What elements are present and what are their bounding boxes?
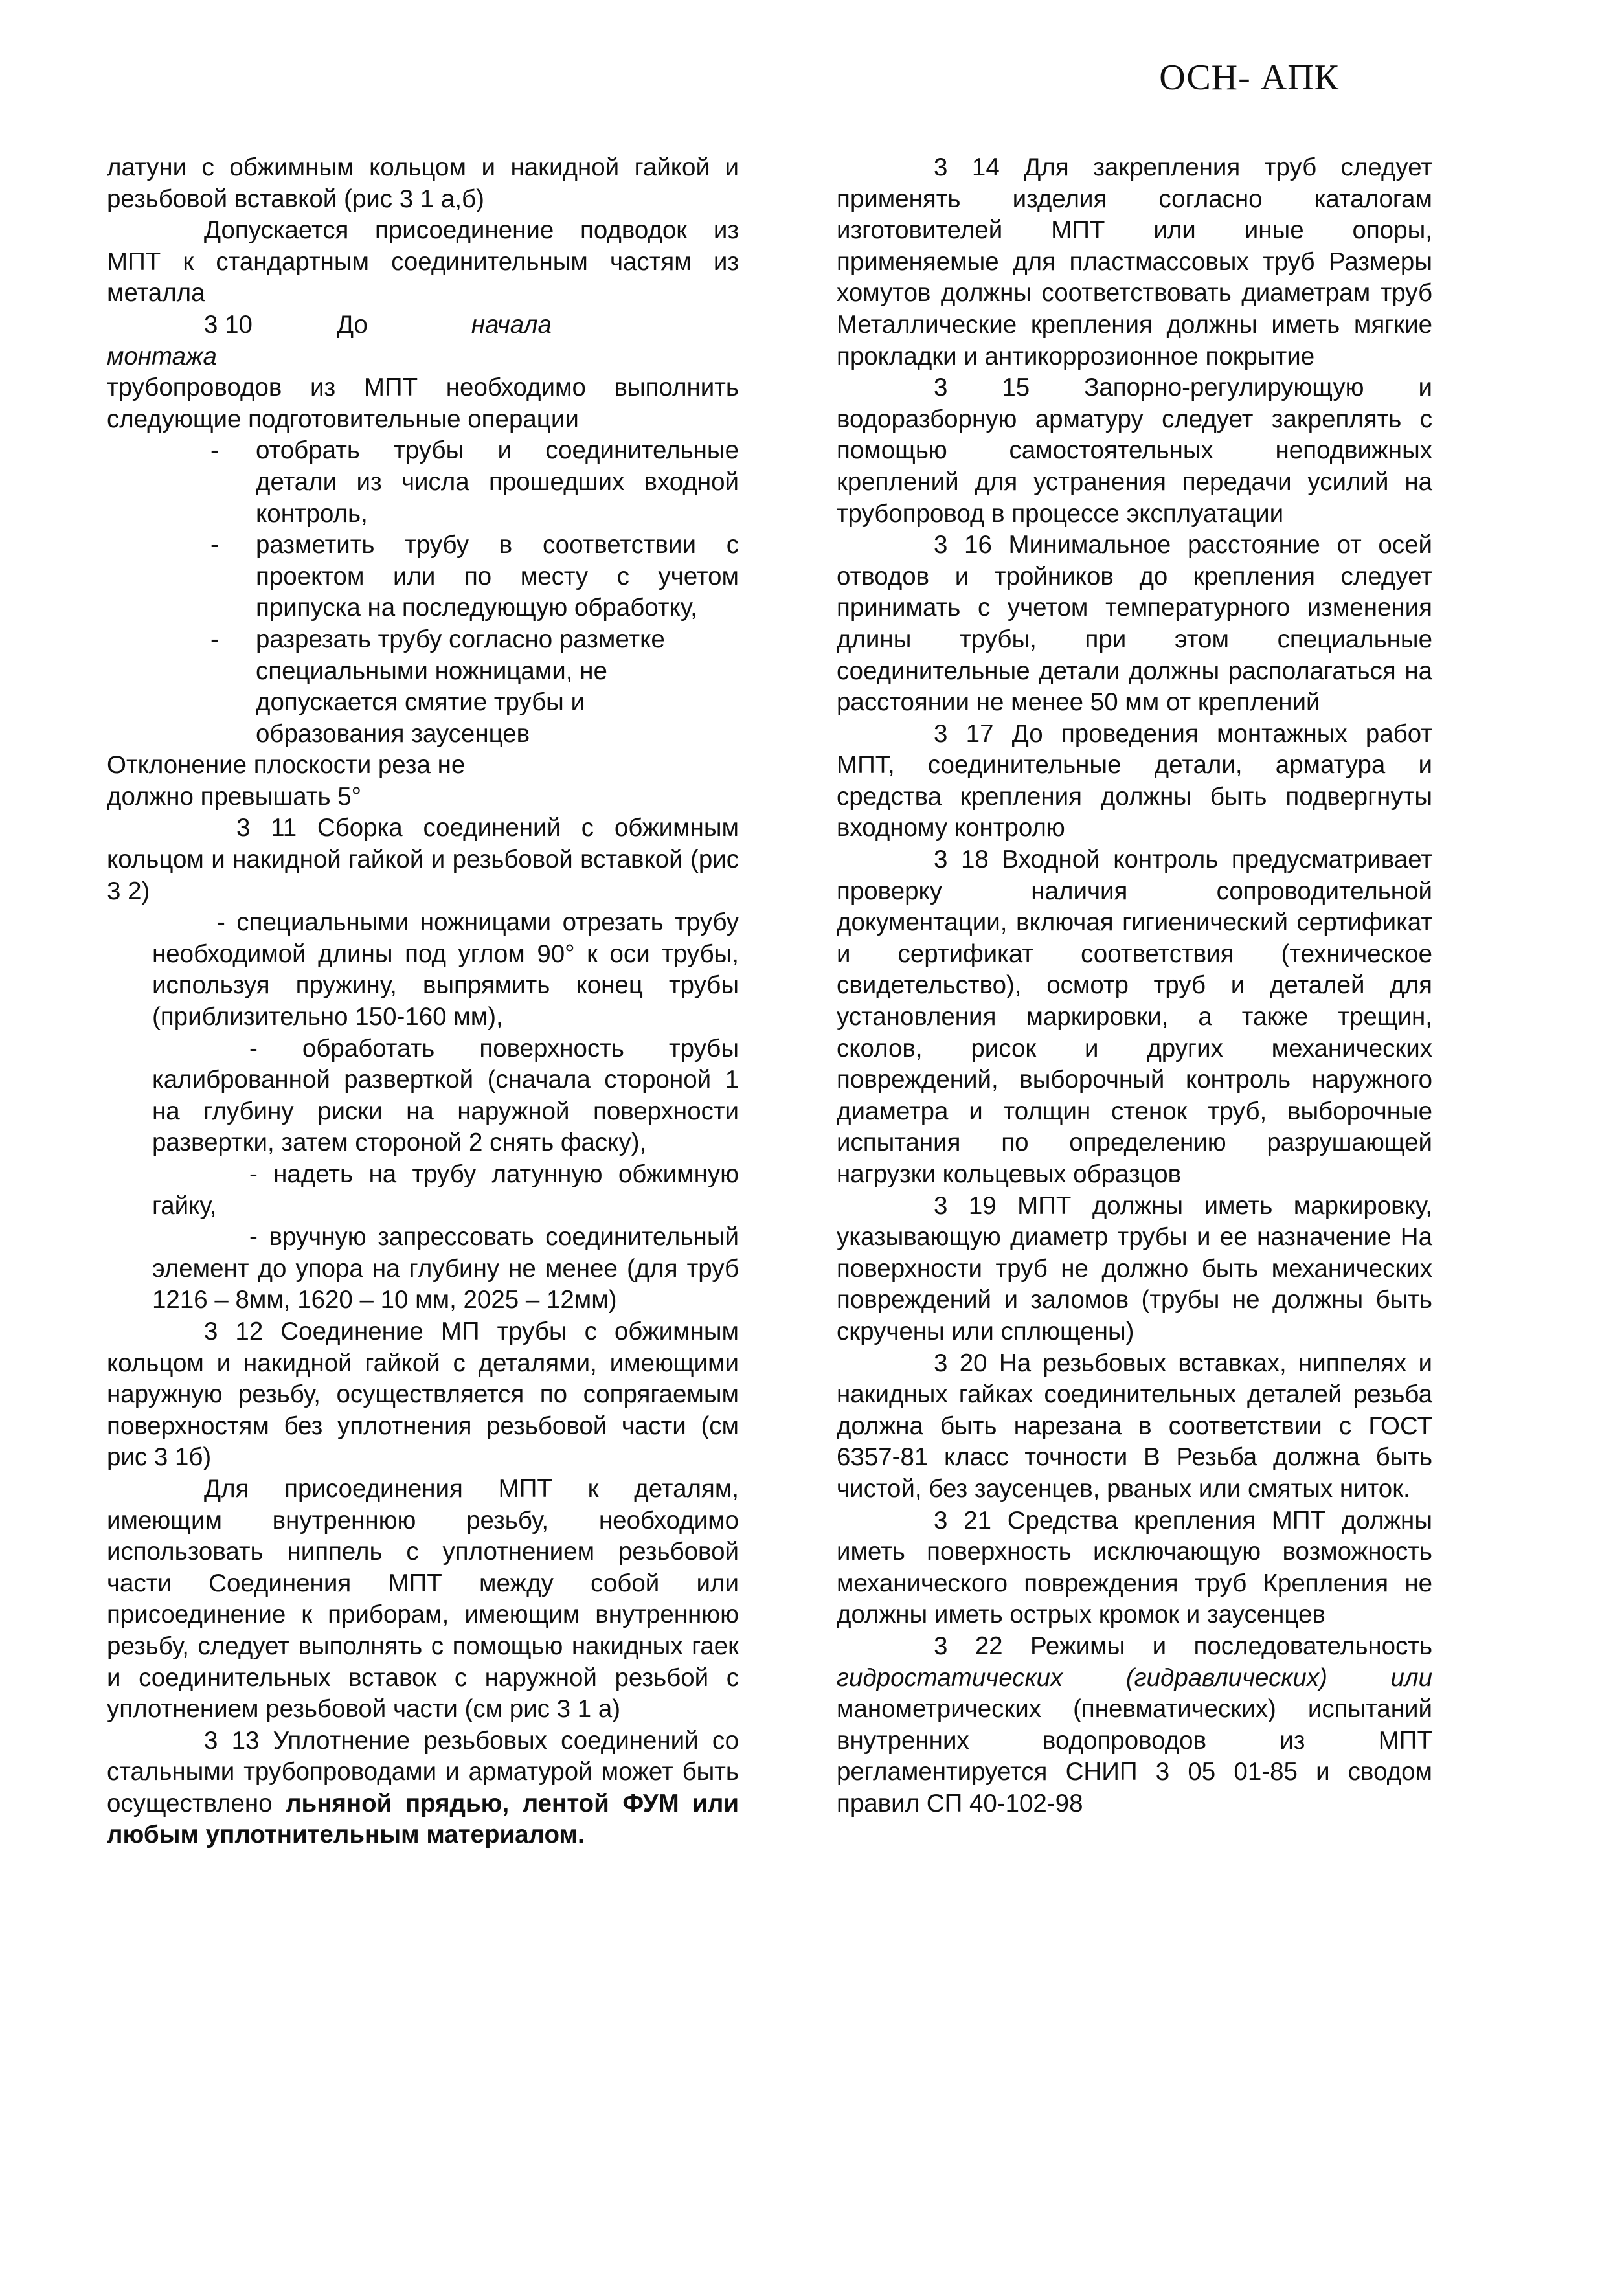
intro-paragraph: латуни с обжимным кольцом и накидной гайкой и резьбовой вставкой (рис 3 1 а,б): [107, 153, 739, 213]
dash-list: [152, 907, 739, 1316]
paragraph-3-13-text: 3 13 Уплотнение резьбовых соединений со стальными трубопроводами и арматурой может быть осуществлено: [107, 1726, 739, 1817]
dash-item: - вручную запрессовать соединительный элемент до упора на глубину не менее (для труб 1216 – 8мм, 1620 – 10 мм, 2025 – 12мм): [152, 1223, 739, 1314]
bullet-dash: -: [210, 436, 219, 465]
paragraph-3-14: 3 14 Для закрепления труб следует применять изделия согласно каталогам изготовителей МПТ или иные опоры, применяемые для пластмассовых труб Размеры хомутов должны соответствовать диаметрам труб Металлические крепления должны иметь мягкие прокладки и антикоррозионное покрытие: [837, 153, 1432, 370]
bullet-dash: -: [210, 625, 219, 653]
paragraph-3-22: [837, 1631, 1432, 1820]
dash-item: - обработать поверхность трубы калиброванной разверткой (сначала стороной 1 на глубину риски на наружной поверхности развертки, затем стороной 2 снять фаску),: [152, 1034, 739, 1157]
bullet-text: разметить трубу в соответствии с проектом или по месту с учетом припуска на последующую обработку,: [256, 531, 739, 622]
paragraph-3-22-text: 3 22 Режимы и последовательность: [934, 1632, 1432, 1660]
paragraph-3-19: 3 19 МПТ должны иметь маркировку, указывающую диаметр трубы и ее назначение На поверхности труб не должно быть механических повреждений и заломов (трубы не должны быть скручены или сплющены): [837, 1191, 1432, 1345]
paragraph-3-10-continued: трубопроводов из МПТ необходимо выполнить следующие подготовительные операции: [107, 374, 739, 433]
paragraph-3-18: 3 18 Входной контроль предусматривает проверку наличия сопроводительной документации, включая гигиенический сертификат и сертификат соответствия (техническое свидетельство), осмотр труб и деталей для установления маркировки, а также трещин, сколов, рисок и других механических повреждений, выборочный контроль наружного диаметра и толщин стенок труб, выборочные испытания по определению разрушающей нагрузки кольцевых образцов: [837, 846, 1432, 1188]
bullet-text: разрезать трубу согласно разметке специальными ножницами, не допускается смятие трубы и образования заусенцев: [256, 625, 665, 748]
paragraph-3-16: 3 16 Минимальное расстояние от осей отводов и тройников до крепления следует принимать с учетом температурного изменения длины трубы, при этом специальные соединительные детали должны располагаться на расстоянии не менее 50 мм от креплений: [837, 531, 1432, 717]
paragraph-3-10-word-a: До: [336, 310, 368, 339]
paragraph-3-11: 3 11 Сборка соединений с обжимным кольцом и накидной гайкой и резьбовой вставкой (рис 3 2): [107, 814, 739, 905]
paragraph-3-17: 3 17 До проведения монтажных работ МПТ, соединительные детали, арматура и средства крепления должны быть подвергнуты входному контролю: [837, 719, 1432, 842]
bullet-item: [210, 624, 739, 750]
paragraph-3-21: 3 21 Средства крепления МПТ должны иметь поверхность исключающую возможность механического повреждения труб Крепления не должны иметь острых кромок и заусенцев: [837, 1506, 1432, 1629]
paragraph-3-12: 3 12 Соединение МП трубы с обжимным кольцом и накидной гайкой с деталями, имеющими наружную резьбу, осуществляется по сопрягаемым поверхностям без уплотнения резьбовой части (см рис 3 1б): [107, 1317, 739, 1472]
bullet-dash: -: [210, 531, 219, 559]
bullet-item: [210, 435, 739, 530]
paragraph-3-10-number: 3 10: [204, 310, 253, 339]
paragraph-3-15: 3 15 Запорно-регулирующую и водоразборную арматуру следует закреплять с помощью самостоятельных неподвижных креплений для устранения передачи усилий на трубопровод в процессе эксплуатации: [837, 374, 1432, 528]
paragraph-3-10: [107, 309, 739, 372]
paragraph-3-20: 3 20 На резьбовых вставках, ниппелях и накидных гайках соединительных деталей резьба должна быть нарезана в соответствии с ГОСТ 6357-81 класс точности В Резьба должна быть чистой, без заусенцев, рваных или смятых ниток.: [837, 1349, 1432, 1503]
right-column: [837, 152, 1432, 1819]
document-code-header: ОСН- АПК: [1159, 58, 1339, 98]
paragraph-3-13-bold: льняной прядью, лентой ФУМ или любым уплотнительным материалом.: [107, 1789, 739, 1849]
left-column: [107, 152, 739, 1851]
dash-item: - надеть на трубу латунную обжимную гайку,: [152, 1160, 739, 1220]
paragraph-3-10-word-b: начала: [471, 310, 552, 339]
bullet-item: [210, 530, 739, 624]
dash-item: - специальными ножницами отрезать трубу необходимой длины под углом 90° к оси трубы, используя пружину, выпрямить конец трубы (приблизительно 150-160 мм),: [152, 908, 739, 1031]
paragraph-3-13: [107, 1726, 739, 1851]
paragraph-3-22-italic: гидростатических (гидравлических) или: [837, 1663, 1432, 1692]
paragraph-3-10-word-c: монтажа: [107, 342, 217, 370]
bullet-note: Отклонение плоскости реза не должно превышать 5°: [107, 751, 466, 811]
bullet-text: отобрать трубы и соединительные детали из числа прошедших входной контроль,: [256, 436, 739, 528]
paragraph-3-22-rest: манометрических (пневматических) испытаний внутренних водопроводов из МПТ регламентируется СНИП 3 05 01-85 и сводом правил СП 40-102-98: [837, 1695, 1432, 1817]
paragraph-3-12-continued: Для присоединения МПТ к деталям, имеющим внутреннюю резьбу, необходимо использовать ниппель с уплотнением резьбовой части Соединения МПТ между собой или присоединение к приборам, имеющим внутреннюю резьбу, следует выполнять с помощью накидных гаек и соединительных вставок с наружной резьбой с уплотнением резьбовой части (см рис 3 1 а): [107, 1474, 739, 1724]
paragraph-allow: Допускается присоединение подводок из МПТ к стандартным соединительным частям из металла: [107, 216, 739, 308]
